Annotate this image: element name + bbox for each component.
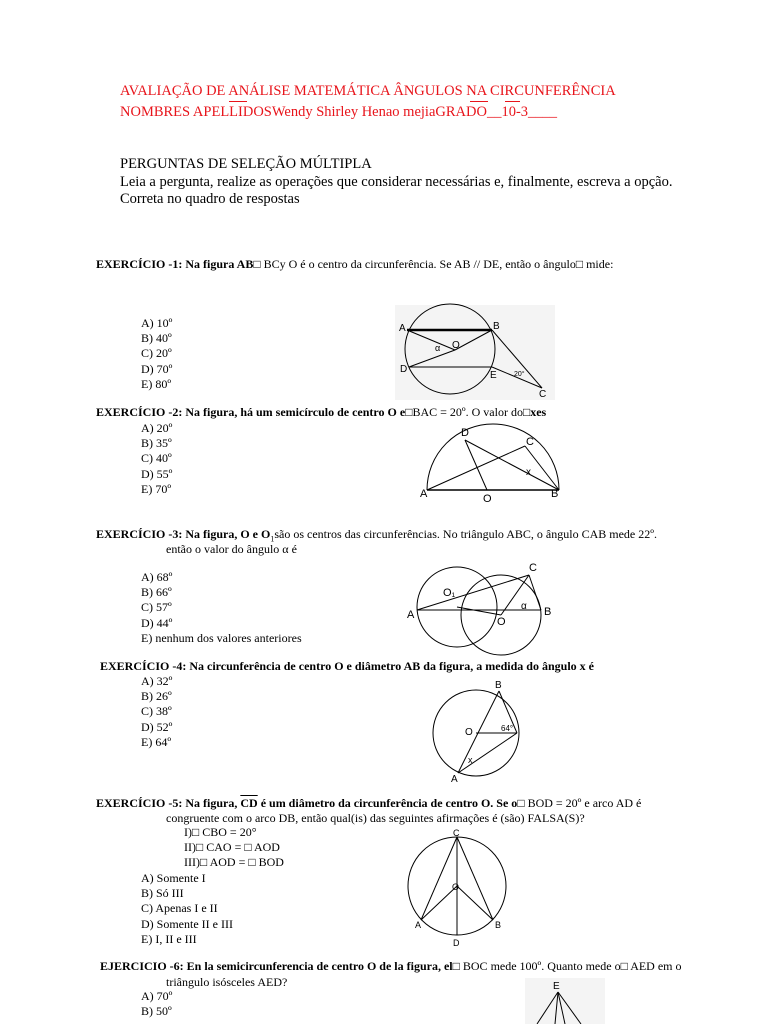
label-x: x	[526, 467, 531, 478]
exercise-6-question-line-2: triângulo isósceles AED?	[166, 975, 288, 989]
exercise-2-options	[141, 421, 172, 497]
option-b: B) 26º	[141, 689, 172, 704]
exercise-6-options	[141, 989, 172, 1019]
option-c: C) 20º	[141, 346, 172, 361]
exercise-4-figure	[425, 678, 535, 783]
exercise-1-options	[141, 316, 172, 392]
missing-glyph: □	[522, 405, 531, 419]
label-o: O	[452, 340, 460, 351]
exercise-6-question: EJERCICIO -6: En la semicircunferencia de centro O de la figura, el□ BOC mede 100º. Quanto mede o□ AED em o	[100, 959, 682, 973]
exercise-2-figure	[415, 425, 565, 503]
statement-1: I)□ CBO = 20°	[184, 825, 257, 839]
label-x: x	[468, 755, 473, 765]
option-c: C) 57º	[141, 600, 172, 615]
option-d: D) 55º	[141, 466, 173, 481]
label-c: C	[453, 828, 460, 838]
label-b: B	[551, 488, 559, 500]
segment-db	[465, 440, 559, 490]
label-a: A	[407, 609, 415, 621]
exercise-5-question: EXERCÍCIO -5: Na figura, $\overline{CD}$ é um diâmetro da circunferência de centro O. Se o□ BOD = 20º e arco AD é	[96, 796, 642, 810]
statement-3: III)□ AOD = □ BOD	[184, 855, 284, 869]
option-d: D) 52º	[141, 719, 173, 734]
option-b: B) Só III	[141, 886, 184, 901]
option-a: A) 70º	[141, 989, 173, 1003]
label-o: O	[465, 727, 473, 738]
option-b: B) 66º	[141, 585, 172, 600]
instructions-line-1: Leia a pergunta, realize as operações que considerar necessárias e, finalmente, escreva a opção.	[120, 174, 673, 190]
label-o: O	[497, 616, 506, 628]
label-a: A	[415, 920, 422, 930]
exercise-3-question: EXERCÍCIO -3: Na figura, O e $O_1são$ os centros das circunferências. No triângulo ABC, o ângulo CAB mede 22º.	[96, 527, 657, 544]
option-d: D) 44º	[141, 615, 173, 630]
missing-glyph: □	[452, 959, 460, 973]
exercise-3-question-line-2: então o valor do ângulo α é	[166, 542, 297, 556]
label-e: E	[490, 370, 497, 381]
label-d: D	[400, 364, 408, 375]
label-angle: 20°	[514, 371, 525, 378]
option-a: A) 10º	[141, 316, 173, 330]
missing-glyph: □	[575, 257, 584, 271]
label-o: O	[483, 493, 492, 505]
exercise-5-figure	[405, 828, 515, 948]
segment-ca	[421, 837, 460, 920]
label-d: D	[453, 938, 460, 948]
statement-2: II)□ CAO = □ AOD	[184, 840, 280, 854]
title-overline-mark	[470, 101, 488, 102]
option-b: B) 35º	[141, 436, 172, 451]
option-b: B) 40º	[141, 331, 172, 346]
label-c: C	[529, 562, 537, 574]
label-alpha: α	[521, 601, 527, 612]
missing-glyph: □	[253, 257, 261, 271]
figure-background	[395, 305, 555, 400]
missing-glyph: □	[405, 405, 413, 419]
label-b: B	[493, 321, 500, 332]
segment-cb	[457, 837, 493, 920]
label-e: E	[553, 981, 560, 992]
missing-glyph: □	[517, 796, 525, 810]
label-angle: 64°	[501, 724, 514, 733]
label-a: A	[420, 488, 428, 500]
label-alpha: α	[435, 343, 441, 353]
exercise-6-figure	[525, 978, 605, 1024]
option-b: B) 50º	[141, 1004, 172, 1019]
label-o1: O₁	[443, 587, 456, 599]
instructions-line-2: Correta no quadro de respostas	[120, 191, 300, 207]
exam-title: AVALIAÇÃO DE ANÁLISE MATEMÁTICA ÂNGULOS NA CIRCUNFERÊNCIA	[120, 83, 616, 99]
option-e: E) nenhum dos valores anteriores	[141, 630, 302, 645]
exercise-3-options	[141, 570, 302, 646]
option-e: E) I, II e III	[141, 931, 197, 946]
exercise-1-figure	[395, 305, 555, 400]
option-e: E) 70º	[141, 481, 172, 496]
label-c: C	[526, 436, 534, 448]
exercise-4-question: EXERCÍCIO -4: Na circunferência de centro O e diâmetro AB da figura, a medida do ângulo x é	[100, 659, 594, 673]
option-d: D) 70º	[141, 361, 173, 376]
title-overline-mark	[505, 101, 520, 102]
exercise-1-question: EXERCÍCIO -1: Na figura AB□ BCy O é o centro da circunferência. Se AB // DE, então o ângulo□ mide:	[96, 257, 614, 271]
exercise-4-options	[141, 674, 172, 750]
option-a: A) Somente I	[141, 871, 206, 885]
segment-o1o	[457, 607, 501, 615]
option-a: A) 20º	[141, 421, 173, 435]
segment-ac	[417, 575, 529, 610]
label-b: B	[544, 606, 552, 618]
student-info-line: NOMBRES APELLIDOSWendy Shirley Henao mejiaGRADO__10-3____	[120, 104, 558, 120]
segment-cb	[529, 575, 541, 610]
option-d: D) Somente II e III	[141, 916, 233, 931]
semicircle	[427, 424, 559, 490]
segment-ob	[457, 886, 493, 920]
segment-ac	[427, 446, 525, 490]
label-b: B	[495, 680, 502, 691]
segment	[458, 733, 517, 773]
label-a: A	[399, 323, 406, 334]
option-c: C) 40º	[141, 451, 172, 466]
option-a: A) 32º	[141, 674, 173, 688]
label-a: A	[451, 774, 458, 785]
option-c: C) Apenas I e II	[141, 901, 218, 916]
exercise-3-figure	[405, 555, 565, 650]
label-d: D	[461, 427, 469, 439]
exercise-2-question: EXERCÍCIO -2: Na figura, há um semicírculo de centro O e□BAC = 20º. O valor do□xes	[96, 405, 547, 419]
option-e: E) 80º	[141, 376, 172, 391]
missing-glyph: □	[620, 959, 628, 973]
title-overline-mark	[229, 101, 247, 102]
option-c: C) 38º	[141, 704, 172, 719]
label-c: C	[539, 389, 547, 400]
exercise-5-question-line-2: congruente com o arco DB, então qual(is) das seguintes afirmações é (são) FALSA(S)?	[166, 811, 585, 825]
label-b: B	[495, 920, 502, 930]
label-o: O	[452, 882, 460, 892]
option-a: A) 68º	[141, 570, 173, 584]
section-heading: PERGUNTAS DE SELEÇÃO MÚLTIPLA	[120, 156, 372, 172]
exercise-5-options	[141, 871, 233, 947]
option-e: E) 64º	[141, 734, 172, 749]
